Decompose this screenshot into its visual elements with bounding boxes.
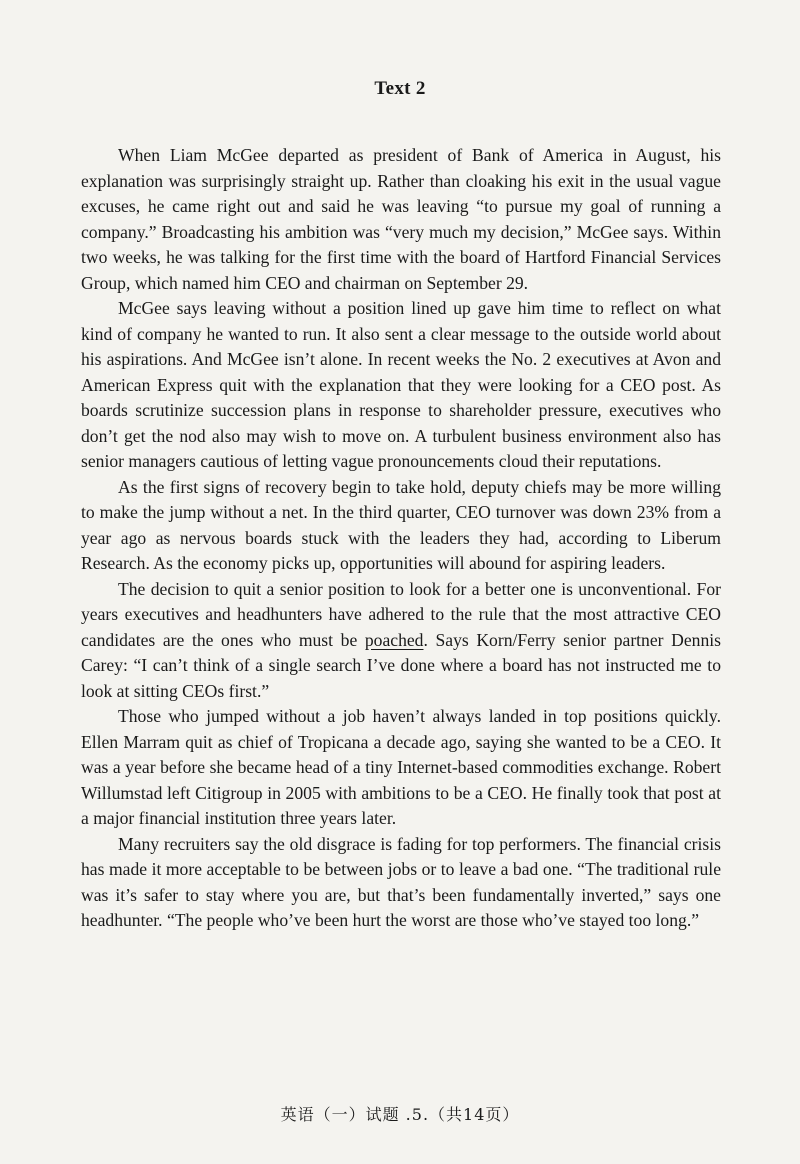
paragraph-text: When Liam McGee departed as president of Bank of America in August, his explanation was surprisingly straight up. Rather than cloaking his exit in the usual vague excuses, he came right out and said he was leaving “to pursue my goal of running a company.” Broadcasting his ambition was “very much my decision,” McGee says. Within two weeks, he was talking for the first time with the board of Hartford Financial Services Group, which named him CEO and chairman on September 29. bbox=[81, 145, 721, 293]
paragraph-2 bbox=[81, 296, 721, 475]
paragraph-1 bbox=[81, 143, 721, 296]
paragraph-text: . Says Korn/Ferry senior partner Dennis Carey: “I can’t think of a single search I’ve done where a board has not instructed me to look at sitting CEOs first.” bbox=[81, 629, 721, 701]
paragraph-text: Many recruiters say the old disgrace is fading for top performers. The financial crisis has made it more acceptable to be between jobs or to leave a bad one. “The traditional rule was it’s safer to stay where you are, but that’s been fundamentally inverted,” says one headhunter. “The people who’ve been hurt the worst are those who’ve stayed too long.” bbox=[81, 833, 721, 930]
paragraph-6 bbox=[81, 832, 721, 934]
paragraph-text: McGee says leaving without a position lined up gave him time to reflect on what kind of company he wanted to run. It also sent a clear message to the outside world about his aspirations. And McGee isn’t alone. In recent weeks the No. 2 executives at Avon and American Express quit with the explanation that they were looking for a CEO post. As boards scrutinize succession plans in response to shareholder pressure, executives who don’t get the nod also may wish to move on. A turbulent business environment also has senior managers cautious of letting vague pronouncements cloud their reputations. bbox=[81, 298, 721, 471]
underlined-word: poached bbox=[364, 629, 424, 650]
paragraph-3 bbox=[81, 475, 721, 577]
section-title: Text 2 bbox=[374, 78, 426, 99]
paragraph-text: The decision to quit a senior position to look for a better one is unconventional. For years executives and headhunters have adhered to the rule that the most attractive CEO candidates are the ones who must be bbox=[81, 578, 721, 650]
page-footer: 英语（一）试题 .5.（共14页） bbox=[280, 1105, 520, 1124]
paragraph-5 bbox=[81, 704, 721, 832]
paragraph-text: Those who jumped without a job haven’t always landed in top positions quickly. Ellen Marram quit as chief of Tropicana a decade ago, saying she wanted to be a CEO. It was a year before she became head of a tiny Internet-based commodities exchange. Robert Willumstad left Citigroup in 2005 with ambitions to be a CEO. He finally took that post at a major financial institution three years later. bbox=[81, 706, 721, 828]
passage-body bbox=[81, 143, 721, 934]
paragraph-text: As the first signs of recovery begin to take hold, deputy chiefs may be more willing to make the jump without a net. In the third quarter, CEO turnover was down 23% from a year ago as nervous boards stuck with the leaders they had, according to Liberum Research. As the economy picks up, opportunities will abound for aspiring leaders. bbox=[81, 476, 721, 573]
paragraph-4 bbox=[81, 577, 721, 705]
